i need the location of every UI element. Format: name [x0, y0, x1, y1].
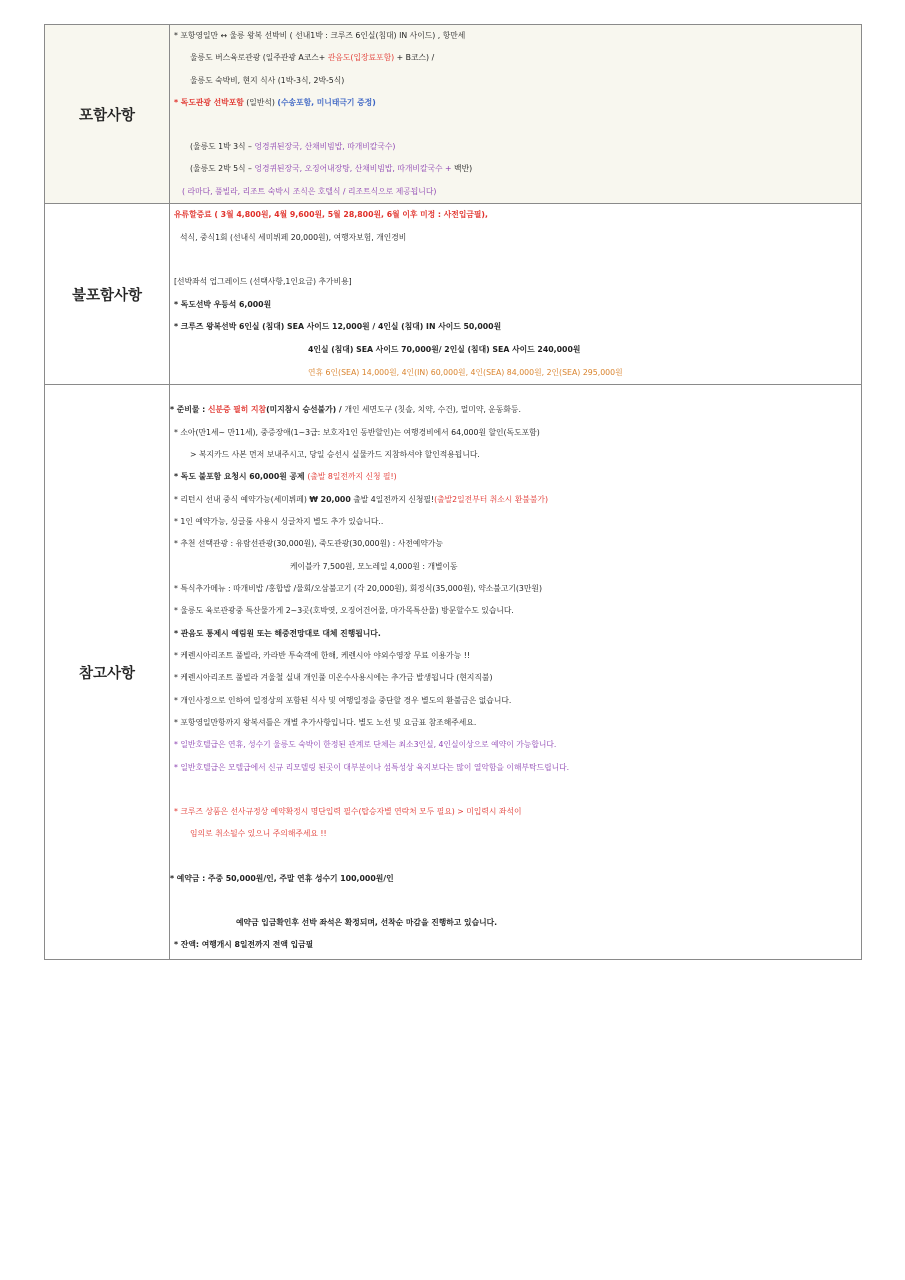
notes-line: * 리턴시 선내 중식 예약가능(세미뷔페) ₩ 20,000 출발 4일전까지 신청필!(출발2일전부터 취소시 환불불가)	[174, 494, 548, 504]
excluded-label: 불포함사항	[45, 204, 170, 385]
notes-line: * 1인 예약가능, 싱글룸 사용시 싱글차지 별도 추가 있습니다..	[174, 516, 384, 526]
notes-line: * 일반호텔급은 모텔급에서 신규 리모델링 된곳이 대부분이나 섬특성상 육지보다는 많이 열악함을 이해부탁드립니다.	[174, 762, 570, 772]
included-line: (울릉도 2박 5식 – 엉경퀴된장국, 오징어내장탕, 산채비빔밥, 따개비칼국수 + 백반)	[190, 164, 473, 174]
included-line: * 독도관광 선박포함 (일반석) (수송포함, 미니태극기 증정)	[174, 97, 376, 107]
notes-line: * 예약금 : 주중 50,000원/인, 주말 연휴 성수기 100,000원/인	[170, 873, 394, 883]
excluded-line: 석식, 중식1회 (선내식 세미뷔페 20,000원), 여행자보험, 개인경비	[180, 232, 407, 242]
notes-line: 임의로 취소될수 있으니 주의해주세요 !!	[190, 829, 327, 839]
excluded-line: 연휴 6인(SEA) 14,000원, 4인(IN) 60,000원, 4인(SEA) 84,000원, 2인(SEA) 295,000원	[308, 367, 623, 377]
notes-line: * 준비물 : 신분증 필히 지참(미지참시 승선불가) / 개인 세면도구 (칫솔, 치약, 수건), 멀미약, 운동화등.	[170, 405, 521, 415]
blank-line	[170, 114, 861, 136]
notes-line: * 특식추가메뉴 : 따개비밥 /홍합밥 /물회/오삼불고기 (각 20,000원), 회정식(35,000원), 약소불고기(3만원)	[174, 583, 542, 593]
included-label: 포함사항	[45, 25, 170, 204]
included-line: (울릉도 1박 3식 – 엉경퀴된장국, 산채비빔밥, 따개비칼국수)	[190, 142, 396, 152]
included-line: 울릉도 버스육로관광 (일주관광 A코스+ 관음도(입장료포함) + B코스) /	[190, 53, 435, 63]
included-content	[170, 25, 862, 204]
blank-line	[170, 249, 861, 271]
notes-content	[170, 385, 862, 960]
notes-line: * 개인사정으로 인하여 일정상의 포함된 식사 및 여행일정을 중단할 경우 별도의 환불금은 없습니다.	[174, 695, 512, 705]
notes-row	[45, 385, 862, 960]
notes-line: * 케렌시아리조트 풀빌라, 카라반 투숙객에 한해, 케렌시아 야외수영장 무료 이용가능 !!	[174, 651, 470, 661]
notes-line: 케이블카 7,500원, 모노레일 4,000원 : 개별이동	[290, 561, 458, 571]
included-line: ( 라마다, 풀빌라, 리조트 숙박시 조식은 호텔식 / 리조트식으로 제공됩니다)	[182, 186, 437, 196]
blank-line	[170, 779, 861, 801]
notes-line: * 크루즈 상품은 선사규정상 예약확정시 명단입력 필수(탑승자별 연락처 모두 필요) > 미입력시 좌석이	[174, 807, 522, 817]
notes-line: * 포항영일만항까지 왕복셔틀은 개별 추가사항입니다. 별도 노선 및 요금표 참조해주세요.	[174, 718, 477, 728]
excluded-content	[170, 204, 862, 385]
excluded-line: * 독도선박 우등석 6,000원	[174, 299, 272, 309]
excluded-line: 유류할증료 ( 3월 4,800원, 4월 9,600원, 5월 28,800원, 6월 이후 미정 : 사전입금필),	[174, 210, 488, 220]
info-table	[44, 24, 862, 960]
excluded-row	[45, 204, 862, 385]
excluded-line: [선박좌석 업그레이드 (선택사항,1인요금) 추가비용]	[174, 277, 352, 287]
notes-line: 예약금 입금확인후 선박 좌석은 확정되며, 선착순 마감을 진행하고 있습니다.	[236, 918, 498, 928]
notes-line: * 추천 선택관광 : 유람선관광(30,000원), 죽도관광(30,000원) : 사전예약가능	[174, 539, 443, 549]
notes-line: > 복지카드 사본 먼저 보내주시고, 당일 승선시 실물카드 지참하셔야 할인적용됩니다.	[190, 449, 480, 459]
notes-line: * 소아(만1세~ 만11세), 중증장애(1~3급: 보호자1인 동반할인)는 여행경비에서 64,000원 할인(독도포함)	[174, 427, 540, 437]
notes-line: * 케렌시아리조트 풀빌라 겨울철 실내 개인풀 미온수사용시에는 추가금 발생됩니다 (현지직불)	[174, 673, 493, 683]
notes-line: * 울릉도 육로관광중 특산물가게 2~3곳(호박엿, 오징어건어물, 마가목특산물) 방문할수도 있습니다.	[174, 606, 514, 616]
notes-line: * 일반호텔급은 연휴, 성수기 울릉도 숙박이 한정된 관계로 단체는 최소3인실, 4인실이상으로 예약이 가능합니다.	[174, 740, 557, 750]
included-row	[45, 25, 862, 204]
notes-label: 참고사항	[45, 385, 170, 960]
notes-line: * 관음도 통제시 예림원 또는 해중전망대로 대체 진행됩니다.	[174, 628, 381, 638]
excluded-line: 4인실 (침대) SEA 사이드 70,000원/ 2인실 (침대) SEA 사이드 240,000원	[308, 345, 581, 355]
notes-line: * 잔액: 여행개시 8일전까지 전액 입금필	[174, 940, 314, 950]
blank-line	[170, 890, 861, 912]
notes-line: * 독도 불포함 요청시 60,000원 공제 (출발 8일전까지 신청 필!)	[174, 472, 397, 482]
excluded-line: * 크루즈 왕복선박 6인실 (침대) SEA 사이드 12,000원 / 4인실 (침대) IN 사이드 50,000원	[174, 322, 502, 332]
included-line: 울릉도 숙박비, 현지 식사 (1박-3식, 2박-5식)	[190, 75, 345, 85]
blank-line	[170, 846, 861, 868]
included-line: * 포항영일만 ↔ 울릉 왕복 선박비 ( 선내1박 : 크루즈 6인실(침대) IN 사이드) , 항만세	[174, 31, 466, 40]
